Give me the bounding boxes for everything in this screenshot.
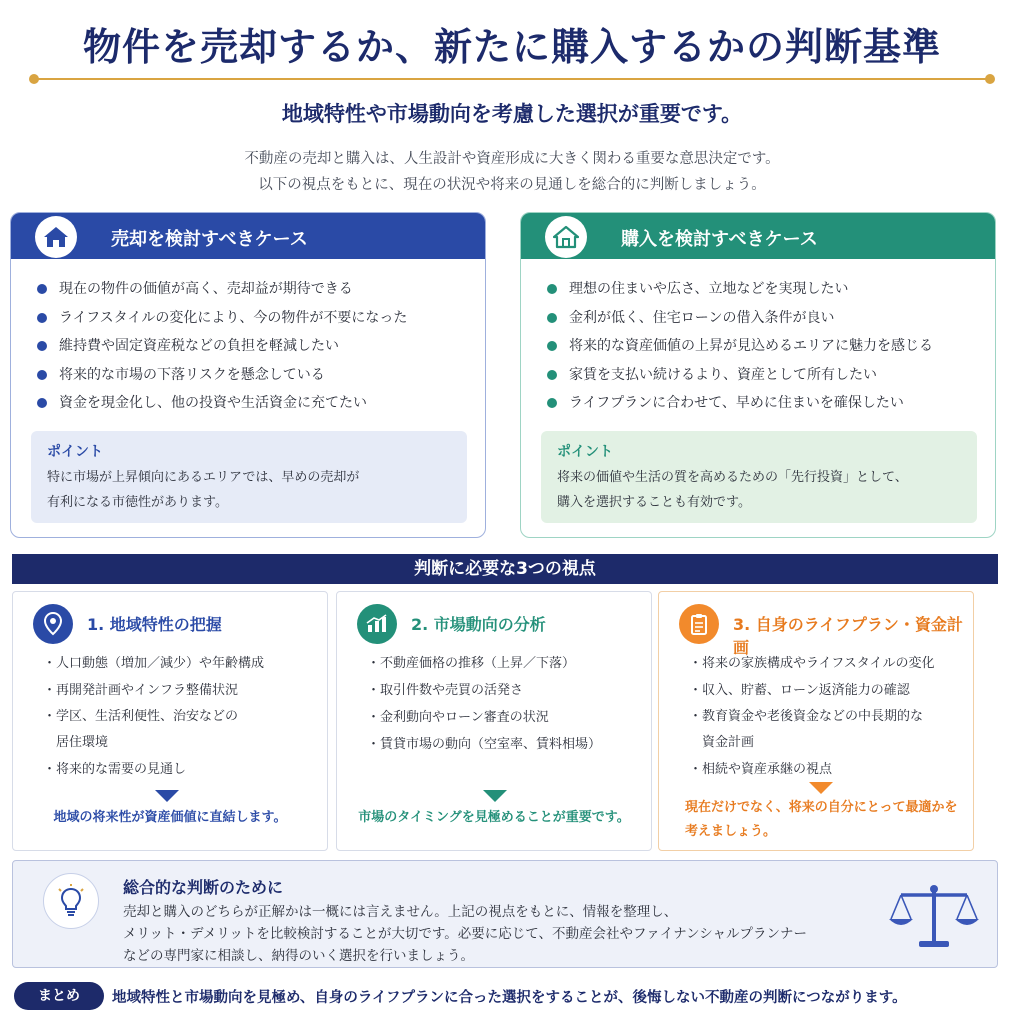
- list-item: ・将来的な需要の見通し: [43, 762, 187, 777]
- note-line: 現在だけでなく、将来の自分にとって最適かを: [685, 800, 958, 815]
- list-item: ・学区、生活利便性、治安などの: [43, 709, 239, 724]
- list-item: 維持費や固定資産税などの負担を軽減したい: [35, 332, 407, 361]
- intro-text: [0, 146, 1024, 198]
- point-text: [47, 465, 451, 515]
- house-outline-icon: [545, 216, 587, 258]
- buy-case-list: [545, 275, 933, 418]
- list-item: ・人口動態（増加／減少）や年齢構成: [43, 656, 265, 671]
- perspective-card-region: [12, 591, 328, 851]
- buy-case-header: [521, 213, 995, 259]
- overall-line: メリット・デメリットを比較検討することが大切です。必要に応じて、不動産会社やファイナンシャルプランナー: [123, 926, 807, 942]
- perspective-card-lifeplan: [658, 591, 974, 851]
- list-item: 家賃を支払い続けるより、資産として所有したい: [545, 361, 933, 390]
- list-item: ライフスタイルの変化により、今の物件が不要になった: [35, 304, 407, 333]
- list-item: ・取引件数や売買の活発さ: [367, 683, 524, 698]
- point-line: 将来の価値や生活の質を高めるための「先行投資」として、: [557, 470, 908, 485]
- list-item: ・教育資金や老後資金などの中長期的な: [689, 709, 924, 724]
- point-label: ポイント: [557, 444, 613, 460]
- buy-case-title: 購入を検討すべきケース: [621, 229, 818, 250]
- perspective-note: 地域の将来性が資産価値に直結します。: [53, 810, 287, 825]
- list-item: ・金利動向やローン審査の状況: [367, 710, 549, 725]
- buy-point-box: [541, 431, 977, 523]
- down-arrow-icon: [483, 790, 507, 802]
- point-line: 購入を選択することも有効です。: [557, 495, 751, 510]
- list-item: ・不動産価格の推移（上昇／下落）: [367, 656, 576, 671]
- list-item: ・相続や資産承継の視点: [689, 762, 833, 777]
- overall-text: [123, 901, 903, 967]
- page-subtitle: 地域特性や市場動向を考慮した選択が重要です。: [281, 102, 743, 126]
- overall-line: などの専門家に相談し、納得のいく選択を行いましょう。: [123, 948, 474, 964]
- title-divider: [34, 78, 990, 80]
- list-item: 現在の物件の価値が高く、売却益が期待できる: [35, 275, 407, 304]
- list-item: 金利が低く、住宅ローンの借入条件が良い: [545, 304, 933, 333]
- perspective-note: [685, 796, 965, 844]
- intro-line: 以下の視点をもとに、現在の状況や将来の見通しを総合的に判断しましょう。: [258, 177, 766, 193]
- sell-case-title: 売却を検討すべきケース: [111, 229, 308, 250]
- overall-judgement-box: [12, 860, 998, 968]
- perspective-list: [43, 650, 313, 783]
- clipboard-icon: [679, 604, 719, 644]
- location-pin-icon: [33, 604, 73, 644]
- intro-line: 不動産の売却と購入は、人生設計や資産形成に大きく関わる重要な意思決定です。: [244, 151, 780, 167]
- sell-case-list: [35, 275, 407, 418]
- point-line: 有利になる市徳性があります。: [47, 495, 228, 510]
- list-item: 将来的な市場の下落リスクを懸念している: [35, 361, 407, 390]
- page-title: 物件を売却するか、新たに購入するかの判断基準: [82, 25, 941, 69]
- list-item: 資金計画: [689, 735, 755, 750]
- perspective-list: [689, 650, 959, 783]
- down-arrow-icon: [809, 782, 833, 794]
- bar-chart-icon: [357, 604, 397, 644]
- point-text: [557, 465, 961, 515]
- perspective-title: 1. 地域特性の把握: [87, 615, 222, 634]
- overall-line: 売却と購入のどちらが正解かは一概には言えません。上記の視点をもとに、情報を整理し、: [123, 904, 678, 920]
- sell-point-box: [31, 431, 467, 523]
- scales-icon: [889, 883, 979, 955]
- matome-text: 地域特性と市場動向を見極め、自身のライフプランに合った選択をすることが、後悔しない不動産の判断につながります。: [112, 990, 907, 1006]
- perspective-list: [367, 650, 637, 758]
- list-item: ・将来の家族構成やライフスタイルの変化: [689, 656, 935, 671]
- perspectives-band: 判断に必要な3つの視点: [12, 554, 998, 584]
- list-item: 居住環境: [43, 735, 109, 750]
- house-icon: [35, 216, 77, 258]
- list-item: ・賃貸市場の動向（空室率、賃料相場）: [367, 737, 602, 752]
- list-item: 理想の住まいや広さ、立地などを実現したい: [545, 275, 933, 304]
- perspective-note: 市場のタイミングを見極めることが重要です。: [358, 810, 630, 825]
- perspective-title: 2. 市場動向の分析: [411, 615, 546, 634]
- lightbulb-icon: [43, 873, 99, 929]
- perspective-title: 3. 自身のライフプラン・資金計画: [733, 615, 963, 657]
- list-item: 将来的な資産価値の上昇が見込めるエリアに魅力を感じる: [545, 332, 933, 361]
- note-line: 考えましょう。: [685, 824, 777, 839]
- point-label: ポイント: [47, 444, 103, 460]
- sell-case-card: [10, 212, 486, 538]
- overall-title: 総合的な判断のために: [123, 878, 284, 897]
- list-item: ライフプランに合わせて、早めに住まいを確保したい: [545, 389, 933, 418]
- buy-case-card: [520, 212, 996, 538]
- point-line: 特に市場が上昇傾向にあるエリアでは、早めの売却が: [47, 470, 360, 485]
- down-arrow-icon: [155, 790, 179, 802]
- list-item: ・再開発計画やインフラ整備状況: [43, 683, 239, 698]
- list-item: 資金を現金化し、他の投資や生活資金に充てたい: [35, 389, 407, 418]
- sell-case-header: [11, 213, 485, 259]
- matome-label: まとめ: [14, 982, 104, 1010]
- perspective-card-market: [336, 591, 652, 851]
- list-item: ・収入、貯蓄、ローン返済能力の確認: [689, 683, 910, 698]
